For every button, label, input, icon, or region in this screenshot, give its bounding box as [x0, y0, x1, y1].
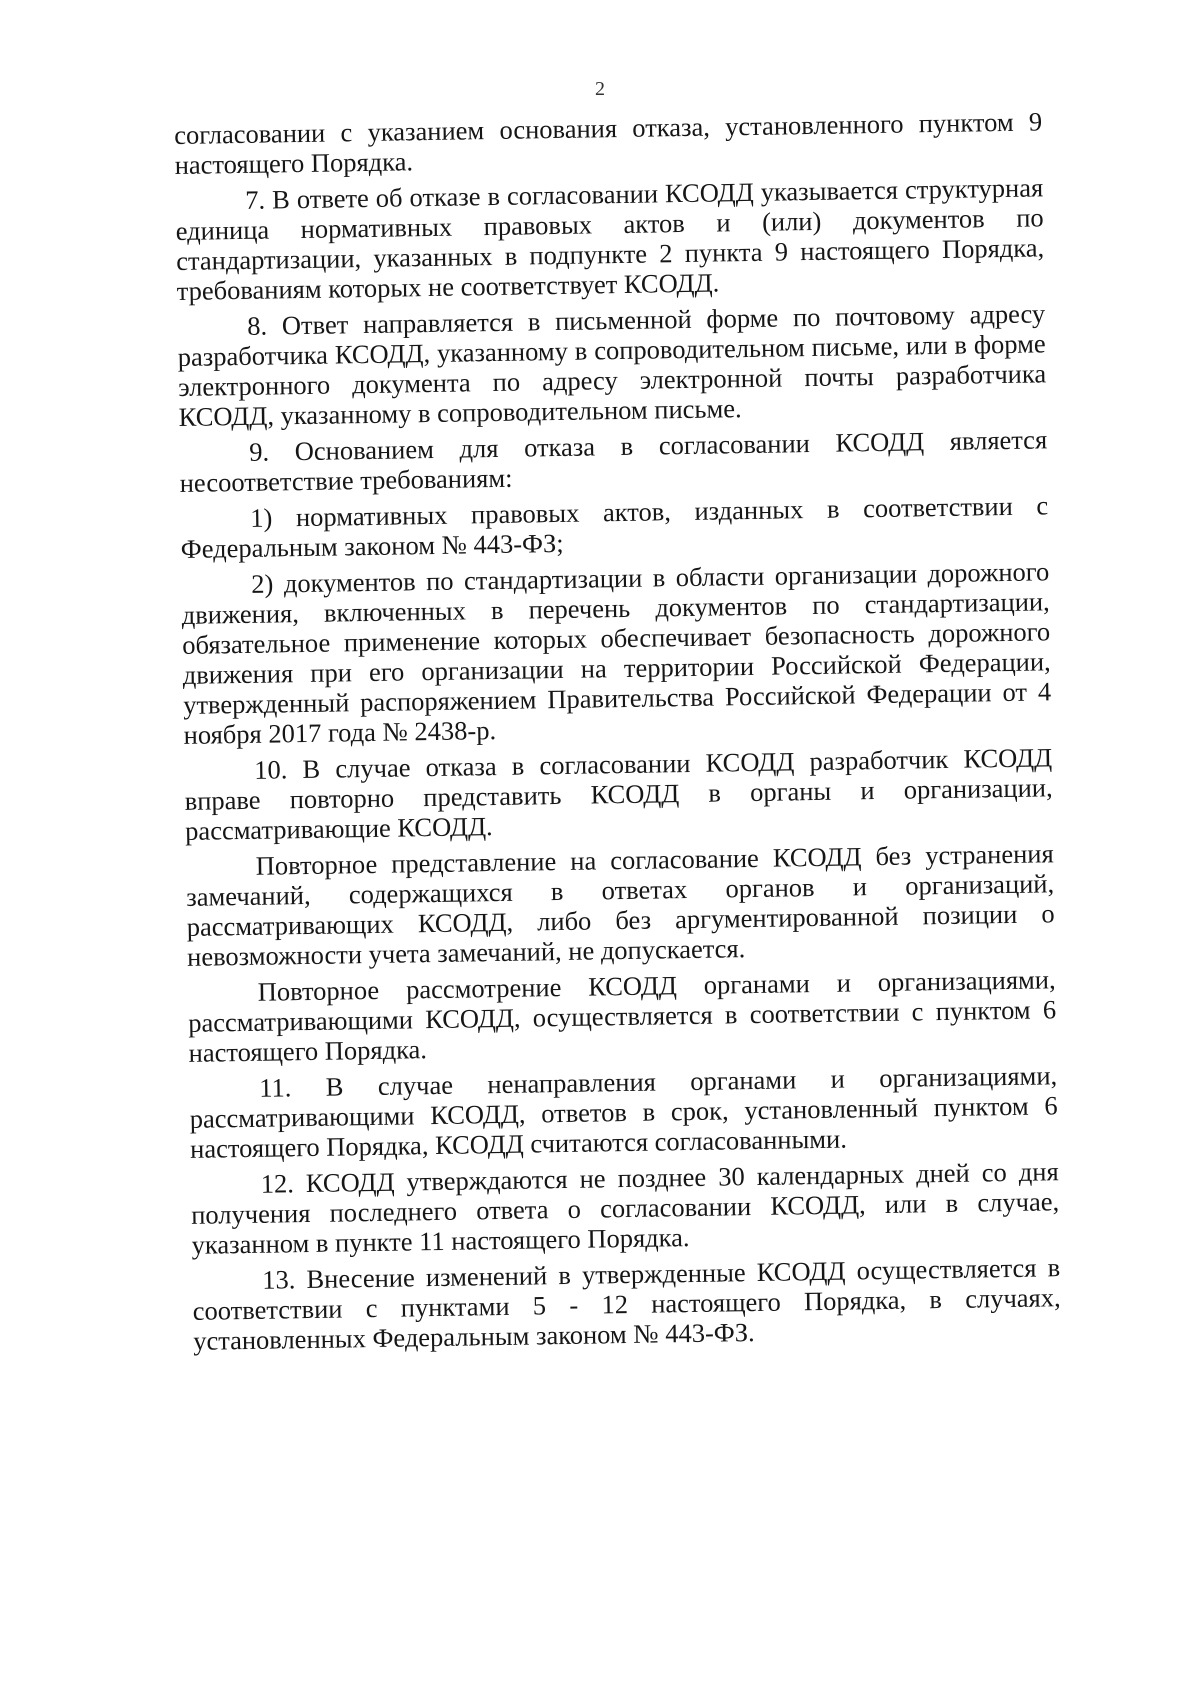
paragraph-item-9: 9. Основанием для отказа в согласовании КСОДД является несоответствие требованиям:	[179, 424, 1048, 498]
paragraph-item-11: 11. В случае ненаправления органами и организациями, рассматривающими КСОДД, ответов в срок, установленный пунктом 6 настоящего Порядка, КСОДД считаются согласованными.	[189, 1060, 1058, 1164]
paragraph-item-9-1: 1) нормативных правовых актов, изданных в соответствии с Федеральным законом № 443-ФЗ;	[180, 490, 1049, 564]
paragraph-item-12: 12. КСОДД утверждаются не позднее 30 календарных дней со дня получения последнего ответа о согласовании КСОДД, или в случае, указанном в пункте 11 настоящего Порядка.	[190, 1156, 1060, 1260]
paragraph-item-8: 8. Ответ направляется в письменной форме по почтовому адресу разработчика КСОДД, указанному в сопроводительном письме, или в форме электронного документа по адресу электронной почты разработчика КСОДД, указанному в сопроводительном письме.	[177, 298, 1047, 432]
paragraph-item-7: 7. В ответе об отказе в согласовании КСОДД указывается структурная единица нормативных правовых актов и (или) документов по стандартизации, указанных в подпункте 2 пункта 9 настоящего Порядка, требованиям которых не соответствует КСОДД.	[175, 172, 1045, 306]
paragraph-item-13: 13. Внесение изменений в утвержденные КСОДД осуществляется в соответствии с пунктами 5 - 12 настоящего Порядка, в случаях, установленных Федеральным законом № 443-ФЗ.	[192, 1252, 1061, 1356]
paragraph-item-10: 10. В случае отказа в согласовании КСОДД разработчик КСОДД вправе повторно представить КСОДД в органы и организации, рассматривающие КСОДД.	[184, 742, 1053, 846]
paragraph-continuation: согласовании с указанием основания отказа, установленного пунктом 9 настоящего Порядка.	[174, 106, 1043, 180]
paragraph-item-10-b: Повторное рассмотрение КСОДД органами и организациями, рассматривающими КСОДД, осуществляется в соответствии с пунктом 6 настоящего Порядка.	[187, 964, 1057, 1068]
paragraph-item-10-a: Повторное представление на согласование КСОДД без устранения замечаний, содержащихся в ответах органов и организаций, рассматривающих КСОДД, либо без аргументированной позиции о невозможности учета замечаний, не допускается.	[185, 838, 1055, 972]
document-body	[174, 106, 1061, 1361]
paragraph-item-9-2: 2) документов по стандартизации в области организации дорожного движения, включенных в перечень документов по стандартизации, обязательное применение которых обеспечивает безопасность дорожного движения при его организации на территории Российской Федерации, утвержденный распоряжением Правительства Российской Федерации от 4 ноября 2017 года № 2438-р.	[181, 556, 1052, 750]
page-number: 2	[595, 78, 605, 100]
